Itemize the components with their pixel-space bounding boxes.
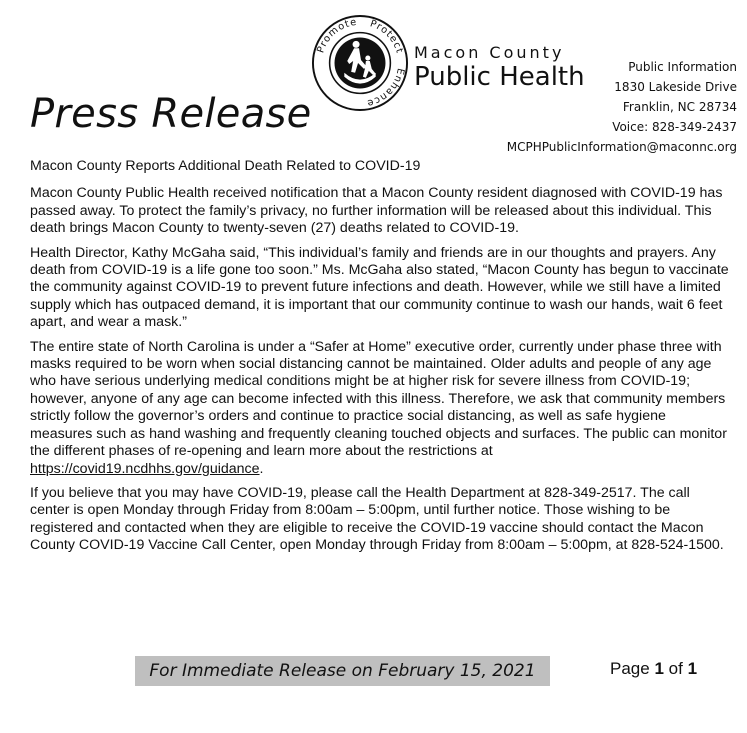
contact-block — [507, 57, 737, 157]
contact-line-city: Franklin, NC 28734 — [622, 100, 737, 114]
release-headline: Macon County Reports Additional Death Related to COVID-19 — [30, 158, 421, 174]
page-word: Page — [610, 659, 650, 678]
contact-line-street: 1830 Lakeside Drive — [614, 80, 737, 94]
logo-ring-text-promote: Promote — [315, 16, 358, 55]
paragraph-call-center: If you believe that you may have COVID-19, please call the Health Department at 828-349-2517. The call center is open Monday through Friday from 8:00am – 5:00pm, until further notice. Those wishing to be registered and contacted when they are eligible to receive the COVID-19 vaccine should contact the Macon County COVID-19 Vaccine Call Center, open Monday through Friday from 8:00am – 5:00pm, at 828-524-1500. — [30, 484, 724, 554]
paragraph-safer-at-home-end: . — [259, 460, 264, 477]
paragraph-death-notice: Macon County Public Health received notification that a Macon County resident diagnosed with COVID-19 has passed away. To protect the family’s privacy, no further information will be released about this individual. This death brings Macon County to twenty-seven (27) deaths related to COVID-19. — [30, 185, 723, 237]
page-current: 1 — [654, 659, 664, 678]
page-header — [0, 0, 747, 154]
press-release-title: Press Release — [30, 91, 312, 137]
macon-public-health-logo — [311, 14, 409, 112]
page-total: 1 — [687, 659, 698, 678]
family-running-icon — [335, 38, 386, 89]
agency-county: Macon County — [414, 43, 565, 62]
logo-ring-text-enhance: Enhance — [365, 67, 406, 109]
guidance-link[interactable]: https://covid19.ncdhhs.gov/guidance — [30, 460, 260, 477]
contact-line-email: MCPHPublicInformation@maconnc.org — [506, 140, 737, 154]
agency-department: Public Health — [414, 62, 585, 92]
paragraph-director-quote: Health Director, Kathy McGaha said, “This individual’s family and friends are in our thoughts and prayers. Any death from COVID-19 is a life gone too soon.” Ms. McGaha also stated, “Macon County has begun to vaccinate the community against COVID-19 to prevent future infections and death. However, while we still have a limited supply which has outpaced demand, it is important that our community continue to wash our hands, wait 6 feet apart, and wear a mask.” — [30, 244, 729, 331]
paragraph-safer-at-home-text: The entire state of North Carolina is under a “Safer at Home” executive order, currently under phase three with masks required to be worn when social distancing cannot be maintained. Older adults and people of any age who have serious underlying medical conditions might be at higher risk for severe illness from COVID-19; however, anyone of any age can become infected with this illness. Therefore, we ask that community members strictly follow the governor’s orders and continue to practice social distancing, as well as safe hygiene measures such as hand washing and frequently cleaning touched objects and surfaces. The public can monitor the different phases of re-opening and learn more about the restrictions at — [30, 338, 727, 460]
press-release-body — [30, 158, 730, 562]
page-number — [610, 657, 697, 681]
contact-line-office: Public Information — [628, 60, 737, 74]
contact-line-phone: Voice: 828-349-2437 — [612, 120, 737, 134]
logo-ring-text-protect: Protect — [368, 18, 405, 56]
release-date-banner: For Immediate Release on February 15, 2021 — [135, 656, 550, 686]
paragraph-safer-at-home — [30, 339, 730, 478]
page-of: of — [668, 659, 683, 678]
